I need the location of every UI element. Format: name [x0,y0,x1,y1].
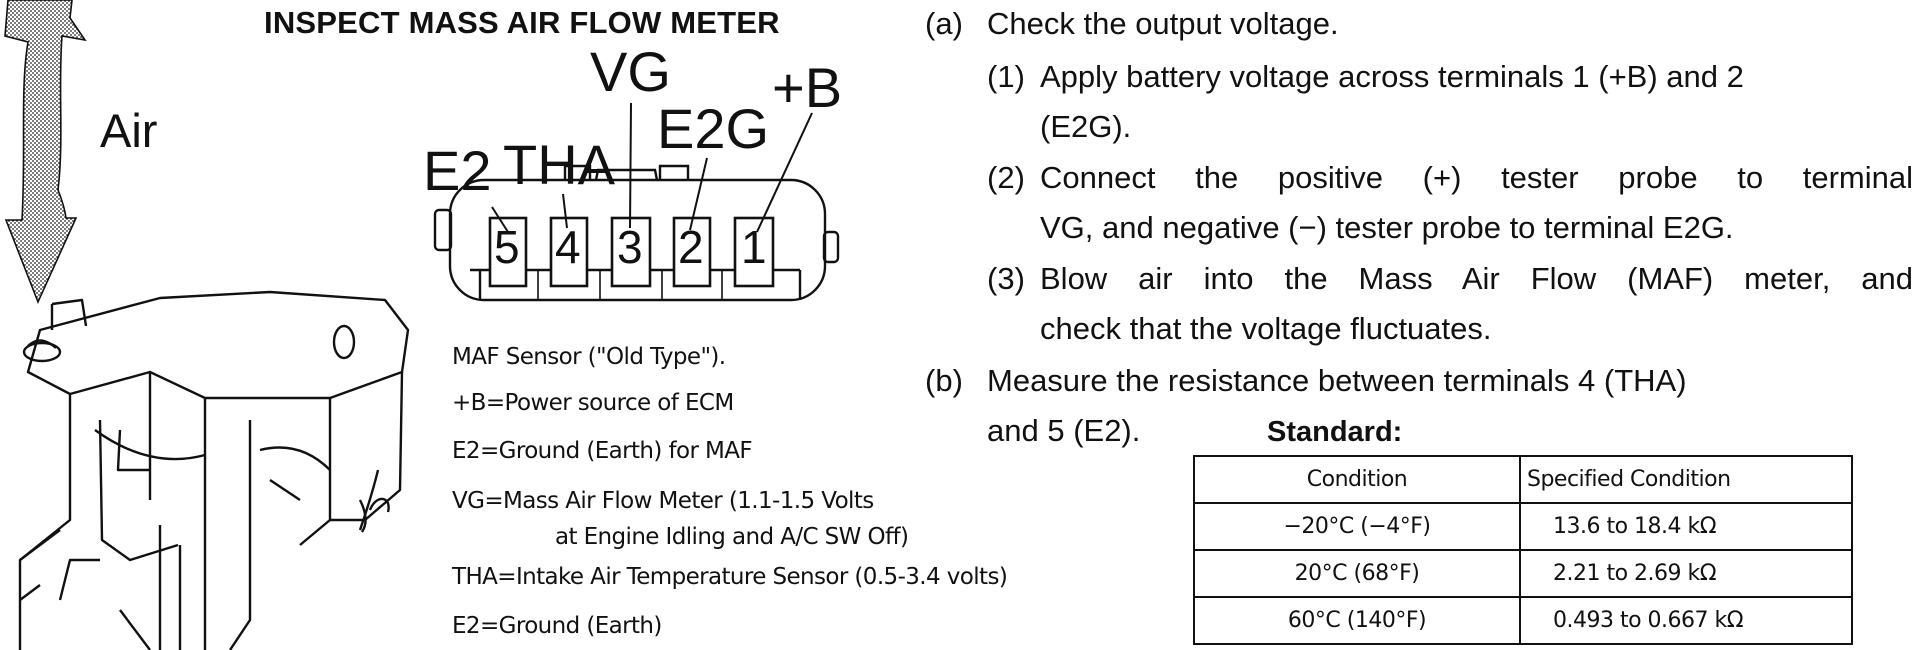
step-2-line-2: VG, and negative (−) tester probe to terminal E2G. [1040,210,1734,245]
table-row [1194,503,1852,550]
table-row [1194,550,1852,597]
terminal-label-e2: E2 [423,139,492,202]
table-header-row [1194,456,1852,503]
step-b-tag: (b) [925,363,963,398]
terminal-label-tha: THA [503,133,615,196]
step-b-line-1: Measure the resistance between terminals 4 (THA) [987,363,1687,398]
row-spec: 2.21 to 2.69 kΩ [1520,550,1852,597]
step-1-number: (1) [987,59,1025,94]
terminal-label-b: +B [772,56,843,119]
maf-meter-body [20,292,408,650]
pin-number-5: 5 [494,221,520,273]
table-row [1194,597,1852,644]
header-condition: Condition [1194,456,1520,503]
step-a-text: Check the output voltage. [987,6,1339,41]
air-flow-arrow-icon [5,0,85,302]
row-condition: 20°C (68°F) [1194,550,1520,597]
resistance-spec-table [1193,455,1853,645]
terminal-label-e2g: E2G [657,97,770,160]
air-label: Air [100,104,158,157]
row-spec: 0.493 to 0.667 kΩ [1520,597,1852,644]
row-spec: 13.6 to 18.4 kΩ [1520,503,1852,550]
step-2-number: (2) [987,160,1025,195]
note-e2-maf: E2=Ground (Earth) for MAF [452,438,753,464]
note-vg-cont: at Engine Idling and A/C SW Off) [555,524,909,550]
note-tha: THA=Intake Air Temperature Sensor (0.5-3.4 volts) [452,564,1008,590]
note-e2-ground: E2=Ground (Earth) [452,613,662,639]
note-plus-b: +B=Power source of ECM [452,390,734,416]
step-3-line-1: Blow air into the Mass Air Flow (MAF) meter, and [1040,261,1913,296]
step-1-line-1: Apply battery voltage across terminals 1 (+B) and 2 [1040,59,1744,94]
pin-number-2: 2 [678,221,704,273]
row-condition: 60°C (140°F) [1194,597,1520,644]
step-a-tag: (a) [925,6,963,41]
step-b-line-2: and 5 (E2). [987,413,1141,448]
header-specified-condition: Specified Condition [1520,456,1852,503]
pin-number-1: 1 [741,221,767,273]
pin-number-3: 3 [617,221,643,273]
pin-number-4: 4 [555,221,581,273]
page-title: INSPECT MASS AIR FLOW METER [264,5,780,40]
row-condition: −20°C (−4°F) [1194,503,1520,550]
step-3-line-2: check that the voltage fluctuates. [1040,311,1492,346]
note-vg: VG=Mass Air Flow Meter (1.1-1.5 Volts [452,488,874,514]
step-1-line-2: (E2G). [1040,109,1132,144]
step-2-line-1: Connect the positive (+) tester probe to terminal [1040,160,1913,195]
standard-label: Standard: [1267,416,1403,448]
note-maf-type: MAF Sensor ("Old Type"). [452,344,726,370]
step-3-number: (3) [987,261,1025,296]
terminal-label-vg: VG [590,40,671,103]
